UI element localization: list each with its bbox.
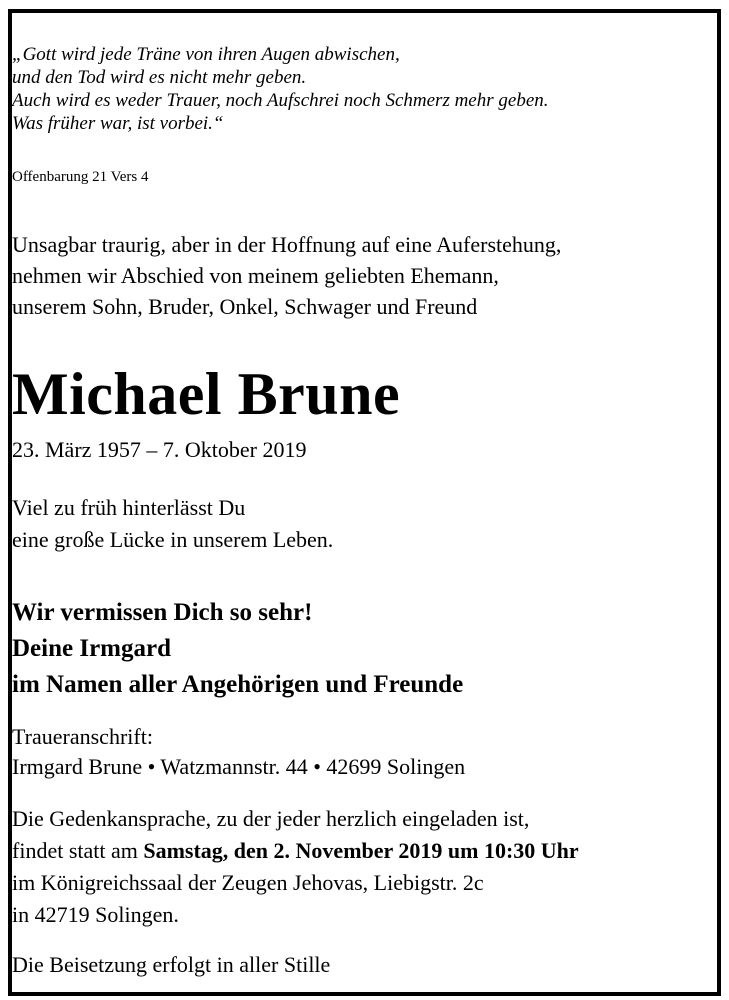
- quote-source: Offenbarung 21 Vers 4: [12, 169, 149, 185]
- message-line: Viel zu früh hinterlässt Du: [12, 495, 246, 520]
- ceremony-line: in 42719 Solingen.: [12, 902, 179, 927]
- memorial-ceremony: [12, 803, 717, 931]
- signature-line: Wir vermissen Dich so sehr!: [12, 599, 313, 626]
- intro-line: Unsagbar traurig, aber in der Hoffnung auf eine Auferstehung,: [12, 232, 562, 257]
- signature-line: im Namen aller Angehörigen und Freunde: [12, 671, 464, 698]
- farewell-message: [12, 492, 717, 556]
- burial-note: Die Beisetzung erfolgt in aller Stille: [12, 952, 331, 977]
- quote-line: Auch wird es weder Trauer, noch Aufschrei noch Schmerz mehr geben.: [12, 90, 549, 111]
- quote-line: Was früher war, ist vorbei.“: [12, 113, 224, 134]
- ceremony-line: Die Gedenkansprache, zu der jeder herzlich eingeladen ist,: [12, 806, 530, 831]
- intro-line: nehmen wir Abschied von meinem geliebten Ehemann,: [12, 263, 499, 288]
- life-dates: 23. März 1957 – 7. Oktober 2019: [12, 437, 307, 462]
- ceremony-date-time: Samstag, den 2. November 2019 um 10:30 Uhr: [143, 838, 579, 863]
- intro-text: [12, 229, 717, 322]
- address-line: Irmgard Brune • Watzmannstr. 44 • 42699 Solingen: [12, 754, 466, 779]
- ceremony-line: [12, 835, 717, 867]
- address-label: Traueranschrift:: [12, 724, 153, 749]
- bible-quote: [12, 43, 717, 135]
- obituary-notice: [8, 9, 721, 996]
- ceremony-line: im Königreichssaal der Zeugen Jehovas, Liebigstr. 2c: [12, 870, 484, 895]
- signature-block: [12, 595, 717, 703]
- message-line: eine große Lücke in unserem Leben.: [12, 527, 334, 552]
- quote-line: und den Tod wird es nicht mehr geben.: [12, 67, 307, 88]
- ceremony-line-prefix: findet statt am: [12, 838, 144, 863]
- deceased-name: Michael Brune: [12, 361, 401, 427]
- quote-line: „Gott wird jede Träne von ihren Augen abwischen,: [12, 44, 400, 65]
- signature-line: Deine Irmgard: [12, 635, 171, 662]
- condolence-address: [12, 722, 717, 782]
- intro-line: unserem Sohn, Bruder, Onkel, Schwager und Freund: [12, 294, 478, 319]
